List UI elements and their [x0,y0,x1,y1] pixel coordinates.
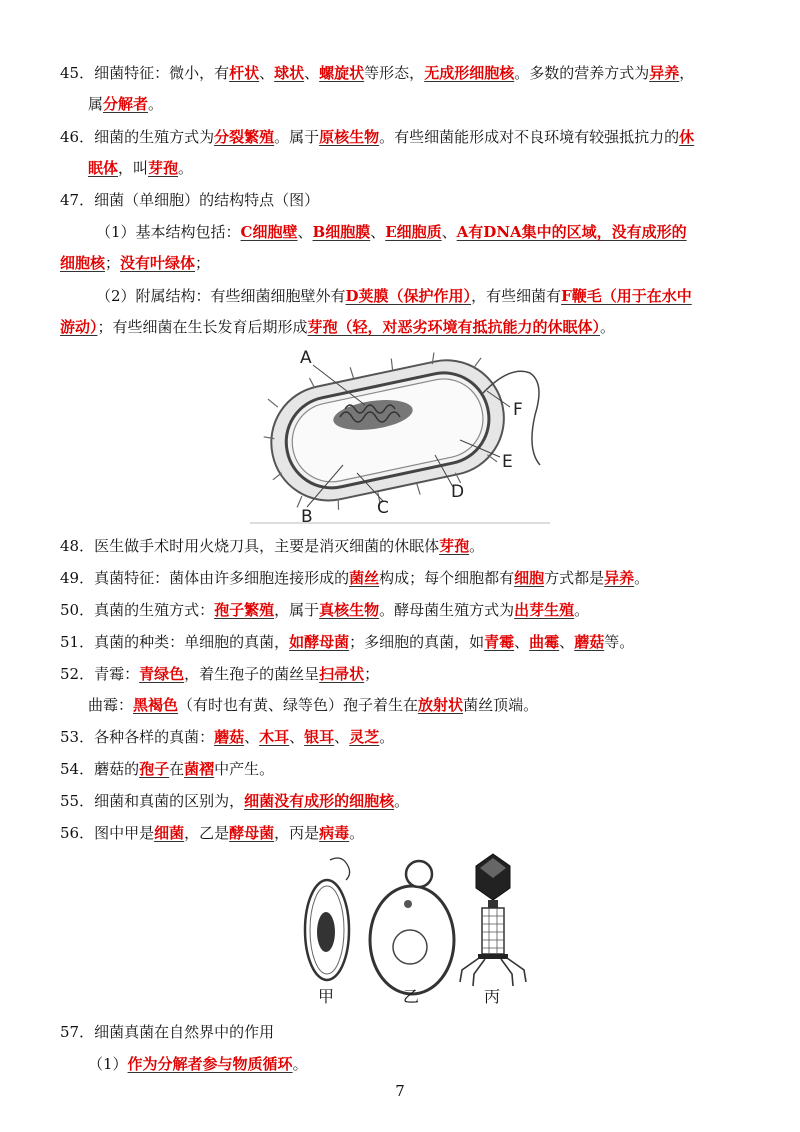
plain-text: 、 [441,223,457,241]
caption-jia: 甲 [318,987,335,1006]
plain-text: 构成；每个细胞都有 [379,569,515,587]
plain-text: 。 [600,318,616,336]
plain-text: 等。 [604,633,635,651]
answer-text: A有DNA集中的区域，没有成形的 [456,223,687,241]
organisms-figure [290,852,530,1007]
plain-text: （2）附属结构：有些细菌细胞壁外有 [96,287,346,305]
answer-text: 细菌没有成形的细胞核 [244,792,395,810]
answer-text: 无成形细胞核 [424,64,515,82]
answer-text: F鞭毛（用于在水中 [561,287,692,305]
plain-text: 、 [259,64,275,82]
plain-text: ，丙是 [274,824,320,842]
text-line-l57 [60,1019,760,1045]
plain-text: 。 [148,95,164,113]
plain-text: ，有些细菌有 [471,287,562,305]
text-line-l55 [60,788,760,814]
plain-text: （1） [88,1055,128,1073]
text-line-l47b [60,250,760,276]
answer-text: 异养 [604,569,635,587]
text-line-l54 [60,756,760,782]
bacterium-structure-figure [245,345,555,525]
plain-text: 48．医生做手术时用火烧刀具，主要是消灭细菌的休眠体 [60,537,440,555]
answer-text: 眠体 [88,159,119,177]
answer-text: 黑褐色 [133,696,179,714]
plain-text: 45．细菌特征：微小，有 [60,64,230,82]
text-line-l52a [60,661,760,687]
answer-text: 菌丝 [349,569,380,587]
plain-text: 。有些细菌能形成对不良环境有较强抵抗力的 [379,128,680,146]
plain-text: 在 [169,760,185,778]
answer-text: 细菌 [154,824,185,842]
plain-text: 。 [379,728,395,746]
plain-text: 。 [292,1055,308,1073]
plain-text: 、 [297,223,313,241]
plain-text: 53．各种各样的真菌： [60,728,215,746]
plain-text: 、 [514,633,530,651]
answer-text: 原核生物 [319,128,380,146]
plain-text: ；多细胞的真菌，如 [349,633,485,651]
answer-text: 分解者 [103,95,149,113]
plain-text: 54．蘑菇的 [60,760,140,778]
text-line-l56 [60,820,760,846]
plain-text: 。多数的营养方式为 [514,64,650,82]
text-line-l47 [60,187,760,213]
answer-text: 银耳 [304,728,335,746]
text-line-l57a [88,1051,788,1077]
text-line-l49 [60,565,760,591]
label-d: D [451,482,465,502]
plain-text: 56．图中甲是 [60,824,155,842]
plain-text: 。 [349,824,365,842]
text-line-l48 [60,533,760,559]
plain-text: 、 [559,633,575,651]
text-line-l47c [96,283,796,309]
answer-text: 芽孢 [148,159,179,177]
answer-text: 曲霉 [529,633,560,651]
plain-text: （1）基本结构包括： [96,223,241,241]
answer-text: 芽孢（轻，对恶劣环境有抵抗能力的休眠体） [307,318,601,336]
answer-text: 酵母菌 [229,824,275,842]
caption-yi: 乙 [403,987,420,1006]
answer-text: 青霉 [484,633,515,651]
bacterium-drawing [305,858,350,980]
plain-text: 52．青霉： [60,665,140,683]
answer-text: 放射状 [418,696,464,714]
answer-text: 扫帚状 [319,665,365,683]
plain-text: 菌丝顶端。 [463,696,539,714]
plain-text: 方式都是 [544,569,605,587]
answer-text: 青绿色 [139,665,185,683]
answer-text: 分裂繁殖 [214,128,275,146]
answer-text: 病毒 [319,824,350,842]
caption-bing: 丙 [484,987,501,1006]
plain-text: ，乙是 [184,824,230,842]
plain-text: ；有些细菌在生长发育后期形成 [97,318,308,336]
text-line-l47d [60,314,760,340]
text-line-l52b [88,692,788,718]
answer-text: B细胞膜 [312,223,371,241]
answer-text: 作为分解者参与物质循环 [127,1055,293,1073]
label-c: C [377,498,389,518]
answer-text: D荚膜（保护作用） [345,287,472,305]
plain-text: ； [105,254,121,272]
answer-text: 蘑菇 [214,728,245,746]
answer-text: 孢子繁殖 [214,601,275,619]
plain-text: 。属于 [274,128,320,146]
plain-text: 。 [634,569,650,587]
answer-text: 芽孢 [439,537,470,555]
answer-text: 球状 [274,64,305,82]
plain-text: 50．真菌的生殖方式： [60,601,215,619]
plain-text: ， [679,64,695,82]
answer-text: 异养 [649,64,680,82]
answer-text: 灵芝 [349,728,380,746]
plain-text: 、 [244,728,260,746]
answer-text: 木耳 [259,728,290,746]
plain-text: 。 [469,537,485,555]
plain-text: 。酵母菌生殖方式为 [379,601,515,619]
answer-text: 休 [679,128,695,146]
plain-text: ，叫 [118,159,149,177]
page-number: 7 [395,1082,405,1100]
text-line-l45b [88,91,788,117]
answer-text: 孢子 [139,760,170,778]
answer-text: 杆状 [229,64,260,82]
plain-text: 中产生。 [214,760,275,778]
text-line-l46b [88,155,788,181]
text-line-l50 [60,597,760,623]
answer-text: 蘑菇 [574,633,605,651]
plain-text: 55．细菌和真菌的区别为， [60,792,245,810]
plain-text: （有时也有黄、绿等色）孢子着生在 [178,696,419,714]
plain-text: 曲霉： [88,696,134,714]
answer-text: 没有叶绿体 [120,254,196,272]
answer-text: 螺旋状 [319,64,365,82]
text-line-l51 [60,629,760,655]
plain-text: 属 [88,95,104,113]
yeast-drawing [370,861,454,994]
virus-drawing [460,854,526,986]
plain-text: ； [364,665,380,683]
text-line-l53 [60,724,760,750]
text-line-l45a [60,60,760,86]
plain-text: 等形态， [364,64,425,82]
plain-text: 。 [394,792,410,810]
plain-text: 49．真菌特征：菌体由许多细胞连接形成的 [60,569,350,587]
answer-text: 菌褶 [184,760,215,778]
plain-text: 57．细菌真菌在自然界中的作用 [60,1023,275,1041]
plain-text: 、 [304,64,320,82]
text-line-l47a [96,219,796,245]
answer-text: 如酵母菌 [289,633,350,651]
plain-text: 。 [574,601,590,619]
plain-text: 51．真菌的种类：单细胞的真菌， [60,633,290,651]
text-line-l46a [60,124,760,150]
answer-text: E细胞质 [385,223,442,241]
label-b: B [301,507,313,525]
plain-text: 46．细菌的生殖方式为 [60,128,215,146]
answer-text: 出芽生殖 [514,601,575,619]
answer-text: 真核生物 [319,601,380,619]
label-a: A [300,348,312,368]
plain-text: 、 [370,223,386,241]
plain-text: ； [195,254,211,272]
label-f: F [513,400,523,420]
answer-text: 细胞 [514,569,545,587]
plain-text: 。 [178,159,194,177]
answer-text: 游动） [60,318,98,336]
plain-text: ，属于 [274,601,320,619]
plain-text: ，着生孢子的菌丝呈 [184,665,320,683]
plain-text: 、 [289,728,305,746]
plain-text: 47．细菌（单细胞）的结构特点（图） [60,191,320,209]
plain-text: 、 [334,728,350,746]
answer-text: C细胞壁 [240,223,298,241]
label-e: E [502,452,513,472]
answer-text: 细胞核 [60,254,106,272]
